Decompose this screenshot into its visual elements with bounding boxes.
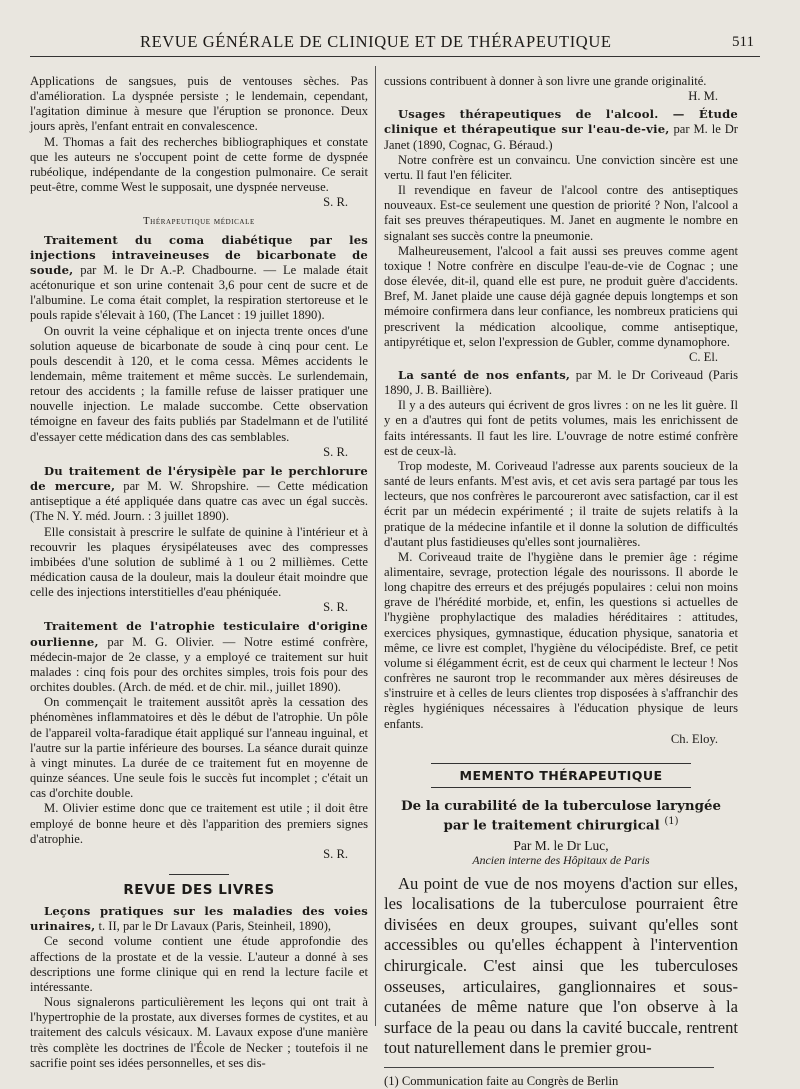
signature: S. R. (323, 846, 348, 861)
article-title (384, 798, 738, 833)
article-author: par M. W. Shropshire. (123, 479, 249, 494)
paragraph: Nous signalerons particulièrement les leçons qui ont trait à l'hypertrophie de la prostate, aux diverses formes de cystites, et au traitement des calculs vésicaux. M. Lavaux expose d'une manière très complète les doctrines de l'École de Necker ; toutefois il ne sacrifie point ses idées personnelles, et ses dis- (30, 995, 368, 1070)
paragraph: On ouvrit la veine céphalique et on injecta trente onces d'une solution aqueuse de bicarbonate de soude à cinq pour cent. Le pouls descendit à 120, et le coma cessa. Mêmes accidents le lendemain, même traitement et même succès. Le surlendemain, retour des accidents ; la famille refuse de laisser pratiquer une nouvelle injection. Le malade succombe. Cette observation témoigne en faveur des faits publiés par Stadelmann et de l'utilité d'essayer cette médication dans des cas semblables. (30, 323, 368, 444)
article-title-line-2: par le traitement chirurgical (443, 817, 660, 834)
book-title: Leçons pratiques sur les maladies des voies urinaires, (30, 904, 368, 934)
paragraph: Notre confrère est un convaincu. Une conviction sincère est une vertu. Il faut l'en féliciter. (384, 152, 738, 182)
signature: H. M. (688, 89, 718, 104)
paragraph: Elle consistait à prescrire le sulfate de quinine à l'intérieur et à recouvrir les plaques érysipélateuses avec des compresses imbibées d'une solution de sublimé à 1 ou 2 millièmes. Cette médication causa de la douleur, mais la douleur était moindre que celle des injections interstitielles d'eau phéniquée. (30, 524, 368, 600)
article-entry (30, 619, 368, 695)
section-heading: Thérapeutique médicale (143, 216, 255, 228)
signature: C. El. (688, 349, 718, 364)
paragraph: On commençait le traitement aussitôt après la cessation des phénomènes inflammatoires et dès le début de l'atrophie. Un pôle de l'appareil volta-faradique était appliqué sur l'anneau inguinal, et l'autre sur la partie inférieure des bourses. La séance durait quinze à vingt minutes. La durée de ce traitement fut en moyenne de quinze séances. Une seule fois le succès fut incomplet ; c'était un cas d'orchite double. (30, 695, 368, 801)
paragraph: Applications de sangsues, puis de ventouses sèches. Pas d'amélioration. La dyspnée persiste ; le lendemain, cependant, l'agitation diminue à mesure que l'éruption se prononce. Deux jours après, l'enfant entrait en convalescence. (30, 74, 368, 134)
right-column (384, 74, 738, 1089)
book-title: Usages thérapeutiques de l'alcool. — Étude clinique et thérapeutique sur l'eau-de-vie, (384, 107, 738, 137)
book-entry (384, 107, 738, 152)
footnote-marker[interactable]: (1) (664, 816, 679, 828)
paragraph: cussions contribuent à donner à son livre une grande originalité. (384, 74, 707, 88)
book-title: La santé de nos enfants, (398, 367, 571, 382)
divider (169, 874, 229, 875)
paragraph: M. Olivier estime donc que ce traitement est utile ; il doit être employé de bonne heure et dès l'apparition des premiers signes d'atrophie. (30, 801, 368, 846)
paragraph: Malheureusement, l'alcool a fait aussi ses preuves comme agent toxique ! Notre confrère en disculpe l'eau-de-vie de Cognac ; une dose élevée, dit-il, quand elle est pure, ne produit guère d'accidents. Bref, M. Janet plaide une cause déjà gagnée depuis longtemps et son mémoire confirmera dans leur confiance, les nombreux praticiens qui prescrivent la médication alcoolique, comme antiseptique, antipyrétique et, selon l'expression de Gubler, comme dynamophore. (384, 243, 738, 349)
revue-des-livres-heading: REVUE DES LIVRES (123, 881, 275, 898)
paragraph: Trop modeste, M. Coriveaud l'adresse aux parents soucieux de la santé de leurs enfants. M'est avis, et cet avis sera partagé par tous les lecteurs, que nos confrères le parcoureront avec satisfaction, car il est écrit par un médecin expérimenté ; il traite de sujets relatifs à la pratique de la médecine infantile et il donne la solution de difficultés d'autant plus fastidieuses qu'elles sont journalières. (384, 458, 738, 549)
book-entry (384, 368, 738, 398)
paragraph: Au point de vue de nos moyens d'action sur elles, les localisations de la tuberculose pourraient être divisées en deux groupes, suivant qu'elles sont accessibles ou qu'elles échappent à l'intervention chirurgicale. C'est ainsi que les tuberculoses osseuses, articulaires, ganglionnaires et sous-cutanées de même nature que l'on observe à la surface de la peau ou dans la cavité buccale, rentrent tout naturellement dans le premier grou- (384, 873, 738, 1058)
article-author: par M. le Dr A.-P. Chadbourne. (80, 262, 257, 277)
article-title: Du traitement de l'érysipèle par le perchlorure de mercure, (30, 463, 368, 494)
footnote: (1) Communication faite au Congrès de Berlin (384, 1067, 714, 1089)
journal-title: REVUE GÉNÉRALE DE CLINIQUE ET DE THÉRAPEUTIQUE (140, 32, 612, 51)
paragraph: Ce second volume contient une étude approfondie des affections de la prostate et de la vessie. L'auteur a donné à ses descriptions une forme clinique qui en rend la lecture facile et intéressante. (30, 934, 368, 994)
paragraph: Il revendique en faveur de l'alcool contre des antiseptiques nouveaux. Est-ce seulement une question de priorité ? Non, l'alcool a fait ses preuves thérapeutiques. M. Janet en augmente le nombre en signalant ses succès contre la pneumonie. (384, 183, 738, 243)
left-column (30, 74, 368, 1071)
article-byline: Par M. le Dr Luc, (513, 837, 609, 853)
book-author: par M. le Dr Janet (1890, Cognac, G. Béraud.) (384, 122, 739, 152)
column-divider (375, 66, 376, 1026)
book-author: par M. le Dr Coriveaud (Paris 1890, J. B. Baillière). (384, 367, 738, 398)
article-entry (30, 464, 368, 525)
article-body: — Notre estimé confrère, médecin-major de 2e classe, y a employé ce traitement sur huit malades : cinq fois pour des orchites simples, trois fois pour des orchites doubles. (Arch. de méd. et de chir. mil., juillet 1890). (30, 634, 368, 695)
running-header (30, 28, 760, 57)
signature: S. R. (323, 600, 348, 615)
paragraph: M. Coriveaud traite de l'hygiène dans le premier âge : régime alimentaire, sevrage, protection légale des nourissons. Il aborde le long chapitre des erreurs et des préjugés populaires : celui non moins grave de l'hérédité morbide, et, enfin, les questions si actuelles de l'hygiène prophylactique des maladies héréditaires : attitudes, exercices physiques, gymnastique, éducation physique, sanatoria et même, ce livre est complet, l'hygiène du vélocipédiste. Bref, ce petit volume si élégamment écrit, est de ceux qui charment le lecteur ! Nos confrères ne sauront trop le recommander aux mères désireuses de s'instruire et à celles de leurs clientes trop disposées à s'affranchir des règles hygiéniques nécessaires à l'éducation physique de leurs enfants. (384, 549, 738, 731)
article-author: par M. G. Olivier. (107, 634, 215, 649)
article-title-line-1: De la curabilité de la tuberculose laryngée (400, 798, 722, 815)
article-body (384, 874, 738, 1059)
article-affiliation: Ancien interne des Hôpitaux de Paris (472, 852, 650, 867)
article-title: Traitement du coma diabétique par les injections intraveineuses de bicarbonate de soude, (30, 232, 368, 277)
memento-heading: MEMENTO THÉRAPEUTIQUE (431, 763, 691, 788)
paragraph: M. Thomas a fait des recherches bibliographiques et constate que les auteurs ne s'occupent point de cette forme de dyspnée rubéolique, indépendante de la congestion pulmonaire. Ce serait peut-être, comme West le supposait, une dyspnée nerveuse. (30, 134, 368, 195)
book-entry (30, 904, 368, 934)
book-author: t. II, par le Dr Lavaux (Paris, Steinheil, 1890), (98, 919, 332, 934)
article-entry (30, 233, 368, 324)
page-number: 511 (732, 34, 754, 50)
paragraph: Il y a des auteurs qui écrivent de gros livres : on ne les lit guère. Il y en a d'autres qui font de petits volumes, mais les enrichissent de faits intéressants. Il faut les lire. L'ouvrage de notre estimé confrère est de ceux-là. (384, 398, 738, 458)
signature: S. R. (323, 195, 348, 210)
signature: Ch. Eloy. (670, 731, 718, 746)
signature: S. R. (323, 444, 348, 459)
article-title: Traitement de l'atrophie testiculaire d'origine ourlienne, (30, 619, 368, 649)
article-body: — Cette médication antiseptique a été appliquée dans quatre cas avec un égal succès. (The N. Y. méd. Journ. : 3 juillet 1890). (30, 479, 368, 524)
article-body: — Le malade était acétonurique et son urine contenait 3,6 pour cent de sucre et de l'albumine. Le coma était complet, la respiration stertoreuse et le pouls rapide s'élevait à 160, (The Lancet : 19 juillet 1890). (30, 262, 369, 323)
